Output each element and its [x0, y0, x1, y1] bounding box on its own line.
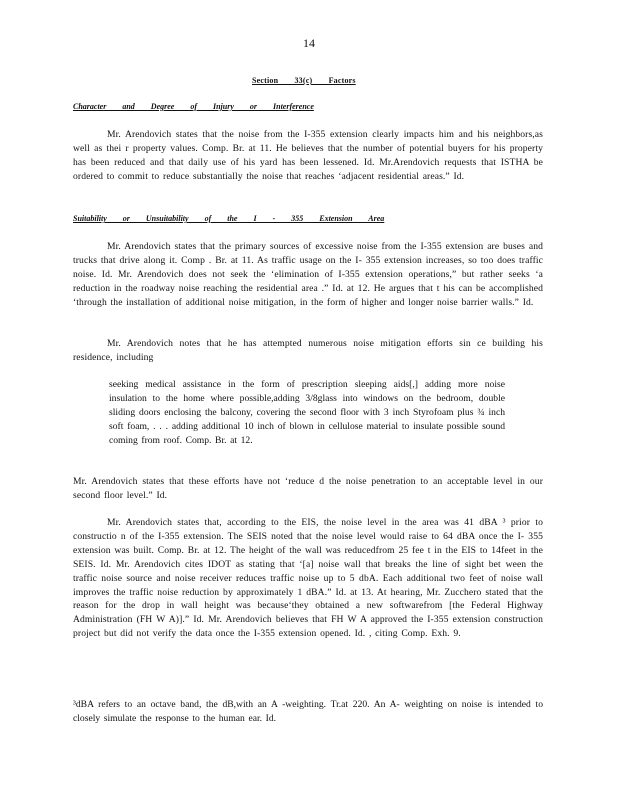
block-quote: seeking medical assistance in the form of prescription sleeping aids[,] adding more noise insulation to the home where possible,adding 3/8glass into windows on the bedroom, double sliding doors enclosing the balcony, covering the second floor with 3 inch Styrofoam plus ¾ inch soft foam, . . . adding additional 10 inch of blown in cellulose material to insulate possible sound coming from roof. Comp. Br. at 12.	[109, 379, 505, 446]
paragraph-mitigation-efforts	[73, 337, 543, 365]
footnote-3: ³dBA refers to an octave band, the dB,with an A -weighting. Tr.at 220. An A- weighting on noise is intended to closely simulate the response to the human ear. Id.	[73, 699, 543, 724]
paragraph-efforts-result: Mr. Arendovich states that these efforts have not ‘reduce d the noise penetration to an acceptable level in our second floor level.” Id.	[73, 476, 543, 501]
paragraph-text: Mr. Arendovich states that the primary sources of excessive noise from the I-355 extension are buses and trucks that drive along it. Comp . Br. at 11. As traffic usage on the I- 355 extension increases, so too does traffic noise. Id. Mr. Arendovich does not seek the ‘elimination of I-355 extension operations,” but rather seeks ‘a reduction in the roadway noise reaching the residential area .” Id. at 12. He argues that t his can be accomplished ‘through the installation of additional noise mitigation, in the form of higher and longer noise barrier walls.” Id.	[73, 241, 543, 308]
section-heading: Section 33(c) Factors	[252, 76, 356, 85]
paragraph-text: Mr. Arendovich states that the noise from the I-355 extension clearly impacts him and his neighbors,as well as thei r property values. Comp. Br. at 11. He believes that the number of potential buyers for his property has been reduced and that daily use of his yard has been lessened. Id. Mr.Arendovich requests that ISTHA be ordered to commit to reduce substantially the noise that reaches ‘adjacent residential areas.” Id.	[73, 129, 543, 182]
page-number: 14	[303, 36, 315, 50]
paragraph-text: Mr. Arendovich notes that he has attempted numerous noise mitigation efforts sin ce building his residence, including	[73, 338, 543, 363]
paragraph-character	[73, 128, 543, 184]
paragraph-suitability	[73, 240, 543, 310]
paragraph-noise-levels	[73, 516, 543, 641]
subheading-character-degree: Character and Degree of Injury or Interference	[73, 102, 314, 111]
subheading-suitability: Suitability or Unsuitability of the I - 355 Extension Area	[73, 214, 385, 223]
paragraph-text: Mr. Arendovich states that, according to the EIS, the noise level in the area was 41 dBA ³ prior to constructio n of the I-355 extension. The SEIS noted that the noise level would raise to 64 dBA once the I- 355 extension was built. Comp. Br. at 12. The height of the wall was reducedfrom 25 fee t in the EIS to 14feet in the SEIS. Id. Mr. Arendovich cites IDOT as stating that ‘[a] noise wall that breaks the line of sight bet ween the traffic noise source and noise receiver reduces traffic noise up to 5 dbA. Each additional two feet of noise wall improves the traffic noise reduction by approximately 1 dBA.” Id. at 13. At hearing, Mr. Zucchero stated that the reason for the drop in wall height was because‘they obtained a new softwarefrom [the Federal Highway Administration (FH W A)].” Id. Mr. Arendovich believes that FH W A approved the I-355 extension construction project but did not verify the data once the I-355 extension opened. Id. , citing Comp. Exh. 9.	[73, 517, 543, 640]
